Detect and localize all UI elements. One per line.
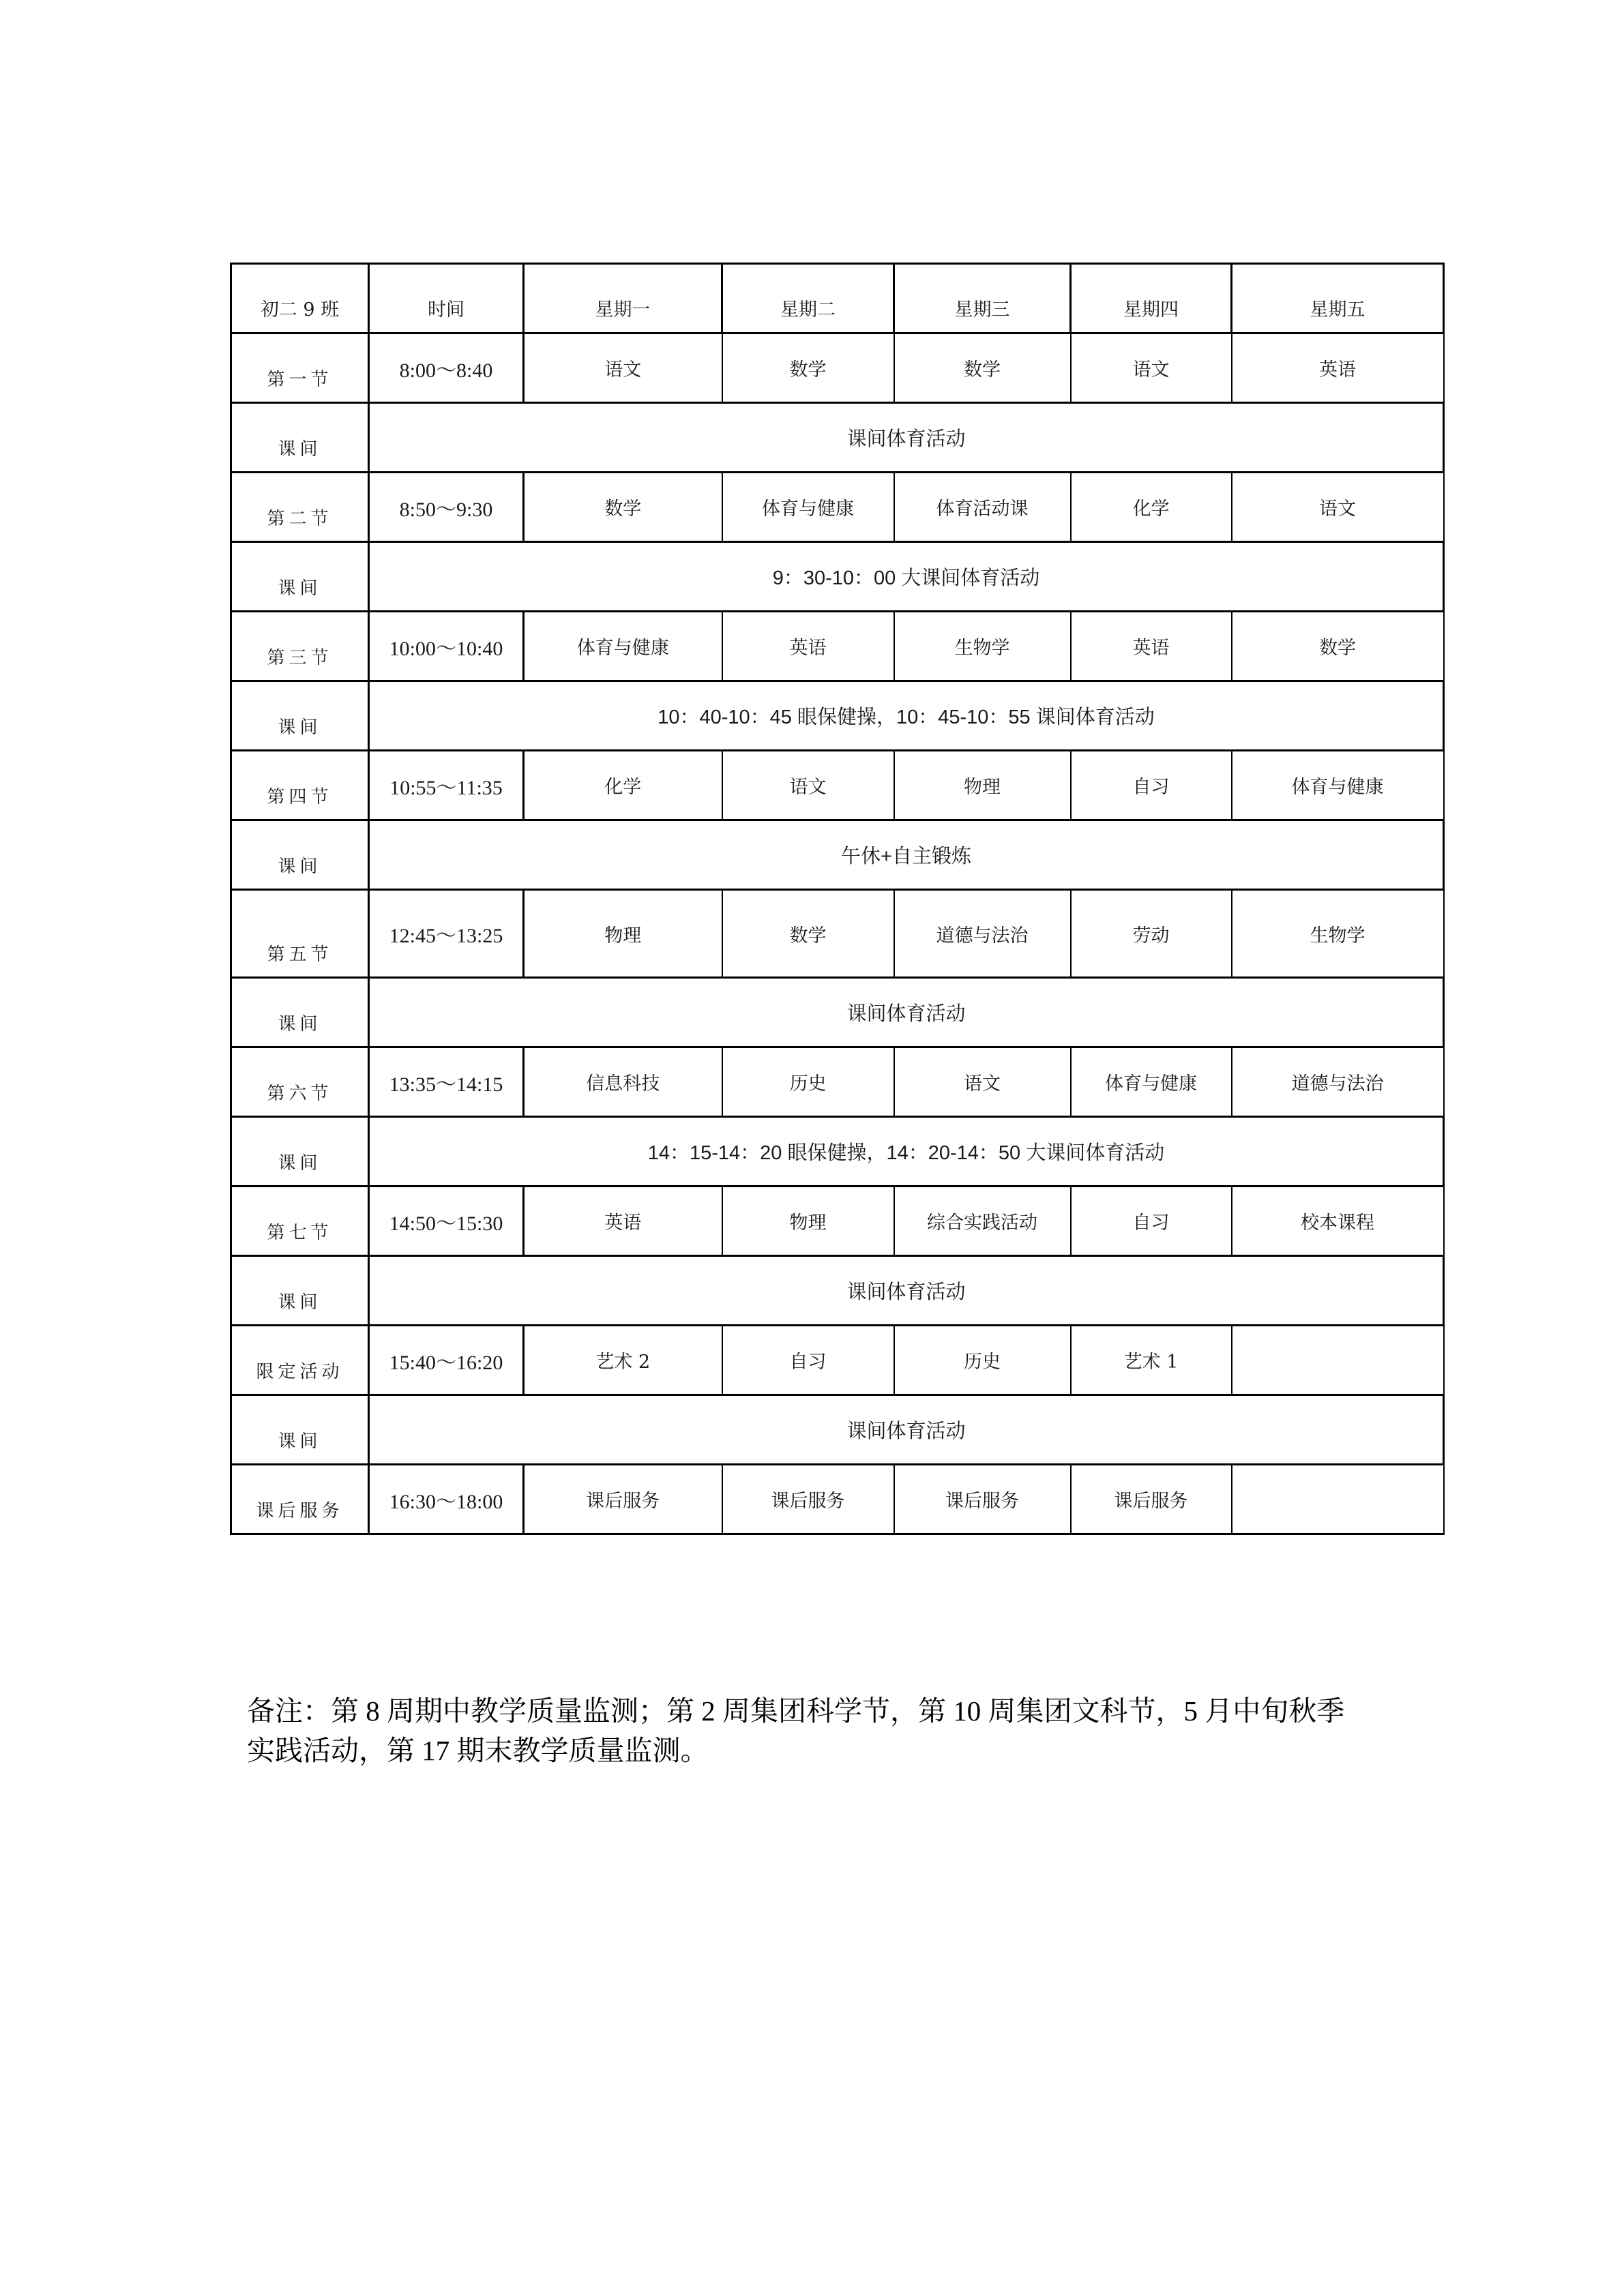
subject-cell [1232,1465,1444,1534]
period-row [231,751,1444,820]
day-header-thu: 星期四 [1071,264,1232,333]
subject-cell: 道德与法治 [894,890,1071,978]
period-time: 8:00～8:40 [369,333,524,403]
subject-cell: 历史 [894,1326,1071,1395]
period-row [231,473,1444,542]
break-row [231,1395,1444,1465]
notes-paragraph [247,1691,1420,1770]
period-row [231,1465,1444,1534]
subject-cell: 数学 [722,333,894,403]
period-label: 课后服务 [231,1465,369,1534]
period-time: 13:35～14:15 [369,1047,524,1117]
period-time: 8:50～9:30 [369,473,524,542]
subject-cell: 体育活动课 [894,473,1071,542]
subject-cell: 英语 [1232,333,1444,403]
day-header-wed: 星期三 [894,264,1071,333]
subject-cell: 物理 [894,751,1071,820]
subject-cell: 信息科技 [524,1047,722,1117]
subject-cell: 课后服务 [894,1465,1071,1534]
subject-cell: 语文 [524,333,722,403]
subject-cell: 艺术 1 [1071,1326,1232,1395]
break-row [231,820,1444,890]
period-label: 第五节 [231,890,369,978]
period-row [231,612,1444,681]
subject-cell: 语文 [722,751,894,820]
period-time: 16:30～18:00 [369,1465,524,1534]
period-time: 15:40～16:20 [369,1326,524,1395]
break-label: 课间 [231,1256,369,1326]
notes-line-2: 实践活动，第 17 期末教学质量监测。 [247,1735,709,1766]
period-row [231,1187,1444,1256]
subject-cell: 英语 [1071,612,1232,681]
subject-cell: 课后服务 [1071,1465,1232,1534]
subject-cell: 劳动 [1071,890,1232,978]
subject-cell: 艺术 2 [524,1326,722,1395]
period-time: 10:55～11:35 [369,751,524,820]
break-activity: 14：15-14：20 眼保健操，14：20-14：50 大课间体育活动 [369,1117,1444,1187]
subject-cell: 英语 [524,1187,722,1256]
period-label: 第七节 [231,1187,369,1256]
subject-cell: 物理 [722,1187,894,1256]
period-row [231,890,1444,978]
subject-cell: 数学 [1232,612,1444,681]
subject-cell: 数学 [722,890,894,978]
subject-cell: 课后服务 [524,1465,722,1534]
break-label: 课间 [231,978,369,1047]
break-row [231,1256,1444,1326]
subject-cell: 生物学 [894,612,1071,681]
period-time: 14:50～15:30 [369,1187,524,1256]
subject-cell: 体育与健康 [524,612,722,681]
subject-cell: 语文 [1071,333,1232,403]
period-time: 12:45～13:25 [369,890,524,978]
break-label: 课间 [231,820,369,890]
break-label: 课间 [231,1117,369,1187]
class-schedule-table [230,263,1445,1535]
day-header-fri: 星期五 [1232,264,1444,333]
day-header-mon: 星期一 [524,264,722,333]
subject-cell: 数学 [524,473,722,542]
period-time: 10:00～10:40 [369,612,524,681]
break-row [231,403,1444,473]
subject-cell: 历史 [722,1047,894,1117]
period-label: 第一节 [231,333,369,403]
subject-cell: 课后服务 [722,1465,894,1534]
break-activity: 10：40-10：45 眼保健操，10：45-10：55 课间体育活动 [369,681,1444,751]
period-label: 限定活动 [231,1326,369,1395]
period-label: 第四节 [231,751,369,820]
break-activity: 课间体育活动 [369,1256,1444,1326]
period-row [231,333,1444,403]
subject-cell: 化学 [524,751,722,820]
subject-cell: 自习 [722,1326,894,1395]
subject-cell: 体育与健康 [722,473,894,542]
subject-cell: 体育与健康 [1071,1047,1232,1117]
subject-cell [1232,1326,1444,1395]
break-row [231,542,1444,612]
subject-cell: 化学 [1071,473,1232,542]
subject-cell: 生物学 [1232,890,1444,978]
day-header-tue: 星期二 [722,264,894,333]
subject-cell: 语文 [1232,473,1444,542]
period-label: 第三节 [231,612,369,681]
subject-cell: 自习 [1071,751,1232,820]
table-header-row [231,264,1444,333]
subject-cell: 语文 [894,1047,1071,1117]
break-activity: 课间体育活动 [369,403,1444,473]
notes-line-1: 备注：第 8 周期中教学质量监测；第 2 周集团科学节，第 10 周集团文科节，5 月中旬秋季 [247,1695,1345,1727]
period-row [231,1047,1444,1117]
subject-cell: 道德与法治 [1232,1047,1444,1117]
break-activity: 9：30-10：00 大课间体育活动 [369,542,1444,612]
break-label: 课间 [231,403,369,473]
subject-cell: 综合实践活动 [894,1187,1071,1256]
class-name-header: 初二 9 班 [231,264,369,333]
break-activity: 课间体育活动 [369,1395,1444,1465]
subject-cell: 自习 [1071,1187,1232,1256]
time-header: 时间 [369,264,524,333]
break-activity: 课间体育活动 [369,978,1444,1047]
subject-cell: 校本课程 [1232,1187,1444,1256]
period-label: 第六节 [231,1047,369,1117]
period-label: 第二节 [231,473,369,542]
break-row [231,1117,1444,1187]
subject-cell: 物理 [524,890,722,978]
period-row [231,1326,1444,1395]
break-label: 课间 [231,542,369,612]
break-row [231,978,1444,1047]
break-label: 课间 [231,681,369,751]
subject-cell: 英语 [722,612,894,681]
subject-cell: 体育与健康 [1232,751,1444,820]
break-row [231,681,1444,751]
subject-cell: 数学 [894,333,1071,403]
break-activity: 午休+自主锻炼 [369,820,1444,890]
break-label: 课间 [231,1395,369,1465]
